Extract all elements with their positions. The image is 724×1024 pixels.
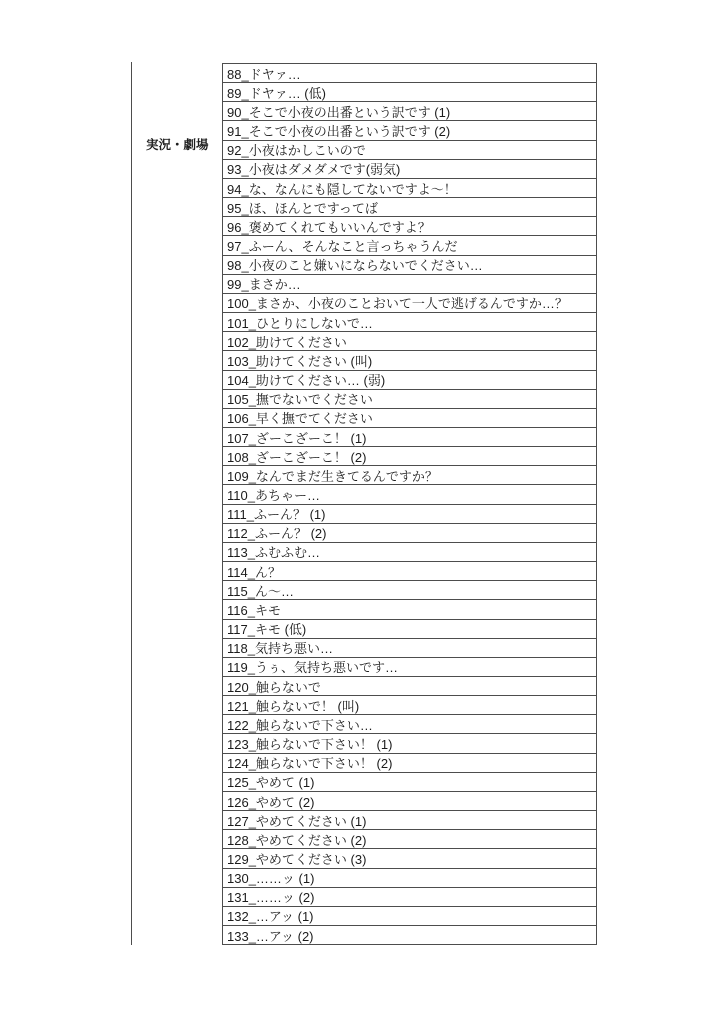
table-row: 88_ドヤァ… <box>223 64 596 83</box>
table-row: 111_ふーん？ (1) <box>223 505 596 524</box>
table-row: 91_そこで小夜の出番という訳です (2) <box>223 121 596 140</box>
table-row: 94_な、なんにも隠してないですよ～！ <box>223 179 596 198</box>
table-row: 110_あちゃー… <box>223 485 596 504</box>
table-row: 100_まさか、小夜のことおいて一人で逃げるんですか…？ <box>223 294 596 313</box>
table-row: 112_ふーん？ (2) <box>223 524 596 543</box>
table-row: 107_ざーこざーこ！ (1) <box>223 428 596 447</box>
table-row: 122_触らないで下さい… <box>223 715 596 734</box>
table-row: 101_ひとりにしないで… <box>223 313 596 332</box>
table-row: 98_小夜のこと嫌いにならないでください… <box>223 256 596 275</box>
table-row: 104_助けてください… (弱) <box>223 371 596 390</box>
table-row: 125_やめて (1) <box>223 773 596 792</box>
table-row: 115_ん～… <box>223 581 596 600</box>
table-row: 129_やめてください (3) <box>223 849 596 868</box>
table-row: 106_早く撫でてください <box>223 409 596 428</box>
table-row: 131_……ッ (2) <box>223 888 596 907</box>
table-row: 124_触らないで下さい！ (2) <box>223 754 596 773</box>
table-row: 89_ドヤァ… (低) <box>223 83 596 102</box>
table-row: 95_ほ、ほんとですってば <box>223 198 596 217</box>
table-row: 121_触らないで！ (叫) <box>223 696 596 715</box>
table-row: 96_褒めてくれてもいいんですよ？ <box>223 217 596 236</box>
category-label: 実況・劇場 <box>146 138 209 152</box>
table-row: 108_ざーこざーこ！ (2) <box>223 447 596 466</box>
table-row: 114_ん？ <box>223 562 596 581</box>
table-row: 97_ふーん、そんなこと言っちゃうんだ <box>223 236 596 255</box>
table-row: 123_触らないで下さい！ (1) <box>223 734 596 753</box>
table-row: 118_気持ち悪い… <box>223 639 596 658</box>
table-row: 133_…アッ (2) <box>227 928 314 944</box>
table-row: 126_やめて (2) <box>223 792 596 811</box>
table-row: 113_ふむふむ… <box>223 543 596 562</box>
table-row: 132_…アッ (1) <box>223 907 596 926</box>
table-row: 93_小夜はダメダメです(弱気) <box>223 160 596 179</box>
table-row: 130_……ッ (1) <box>223 869 596 888</box>
table-row: 119_うぅ、気持ち悪いです… <box>223 658 596 677</box>
category-cell-left-border <box>131 62 132 945</box>
table-row: 128_やめてください (2) <box>223 830 596 849</box>
table-row: 109_なんでまだ生きてるんですか？ <box>223 466 596 485</box>
table-row: 103_助けてください (叫) <box>223 351 596 370</box>
table-row: 99_まさか… <box>223 275 596 294</box>
table-row: 105_撫でないでください <box>223 390 596 409</box>
table-row: 90_そこで小夜の出番という訳です (1) <box>223 102 596 121</box>
table-row: 120_触らないで <box>223 677 596 696</box>
table-row: 102_助けてください <box>223 332 596 351</box>
table-row: 127_やめてください (1) <box>223 811 596 830</box>
voice-lines-table <box>222 63 597 945</box>
table-row: 117_キモ (低) <box>223 620 596 639</box>
table-row: 116_キモ <box>223 600 596 619</box>
table-row: 92_小夜はかしこいので <box>223 141 596 160</box>
